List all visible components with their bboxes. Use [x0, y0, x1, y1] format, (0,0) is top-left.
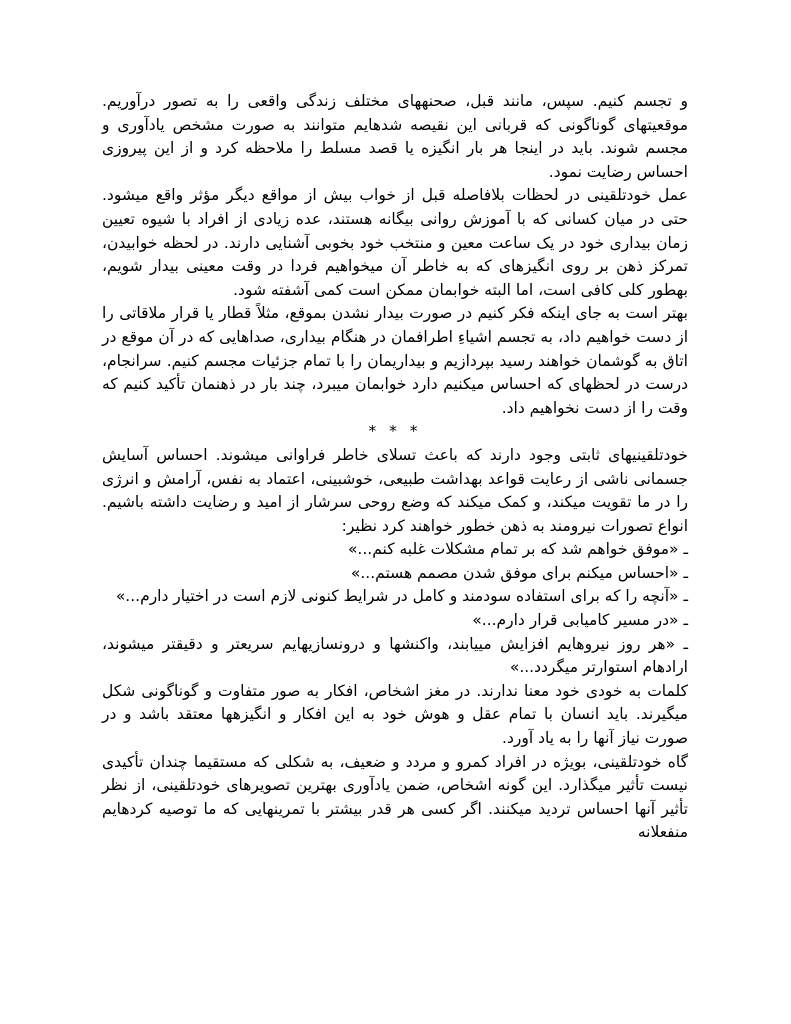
document-page: [102, 90, 688, 845]
paragraph-1: و تجسم کنیم. سپس، مانند قبل، صحنههای مختلف زندگی واقعی را به تصور درآوریم. موقعیتهای گوناگونی که قربانی این نقیصه شدهایم متوانند به صورت مشخص یادآوری و مجسم شوند. باید در اینجا هر بار انگیزه یا قصد مسلط را ملاحظه کرد و از این پیروزی احساس رضایت نمود.: [102, 92, 688, 181]
paragraph-5: کلمات به خودی خود معنا ندارند. در مغز اشخاص، افکار به صور متفاوت و گوناگونی شکل میگیرند. باید انسان با تمام عقل و هوش خود به این افکار و انگیزهها معتقد باشد و در صورت نیاز آنها را به یاد آورد.: [102, 681, 688, 748]
section-separator: * * *: [368, 422, 422, 441]
list-item: ـ «آنچه را که برای استفاده سودمند و کامل در شرایط کنونی لازم است در اختیار دارم...»: [115, 587, 688, 606]
list-item: ـ «موفق خواهم شد که بر تمام مشکلات غلبه کنم...»: [347, 540, 688, 559]
list-item: ـ «احساس میکنم برای موفق شدن مصمم هستم...»: [350, 563, 688, 582]
list-item: ـ «هر روز نیروهایم افزایش مییابند، واکنشها و درونسازیهایم سریعتر و دقیقتر میشوند، ارادهام استوارتر میگردد...»: [102, 634, 688, 677]
paragraph-2: عمل خودتلقینی در لحظات بلافاصله قبل از خواب بیش از مواقع دیگر مؤثر واقع میشود. حتی در میان کسانی که با آموزش روانی بیگانه هستند، عده زیادی از افراد با شیوه تعیین زمان بیداری خود در یک ساعت معین و منتخب خود بخوبی آشنایی دارند. در لحظه خوابیدن، تمرکز ذهن بر روی انگیزهای که به خاطر آن میخواهیم فردا در وقت معینی بیدار شویم، بهطور کلی کافی است، اما البته خوابمان ممکن است کمی آشفته شود.: [102, 186, 688, 299]
list-item: ـ «در مسیر کامیابی قرار دارم...»: [472, 611, 688, 630]
paragraph-3: بهتر است به جای اینکه فکر کنیم در صورت بیدار نشدن بموقع، مثلاً قطار یا قرار ملاقاتی را از دست خواهیم داد، به تجسم اشیاءِ اطرافمان در هنگام بیداری، صداهایی که در آن موقع در اتاق به گوشمان خواهند رسید بپردازیم و بیداریمان را با تمام جزئیات مجسم کنیم. سرانجام، درست در لحظهای که احساس میکنیم دارد خوابمان میبرد، چند بار در ذهنمان تأکید کنیم که وقت را از دست نخواهیم داد.: [102, 304, 688, 417]
paragraph-4: خودتلقینیهای ثابتی وجود دارند که باعث تسلای خاطر فراوانی میشوند. احساس آسایش جسمانی ناشی از رعایت قواعد بهداشت طبیعی، خوشبینی، اعتماد به نفس، آرامش و انرژی را در ما تقویت میکند، و کمک میکند که وضع روحی سرشار از امید و رضایت داشته باشیم. انواع تصورات نیرومند به ذهن خطور خواهند کرد نظیر:: [102, 445, 688, 535]
paragraph-6: گاه خودتلقینی، بویژه در افراد کمرو و مردد و ضعیف، به شکلی که مستقیما چندان تأکیدی نیست تأثیر میگذارد. این گونه اشخاص، ضمن یادآوری بهترین تصویرهای خودتلقینی، از نظر تأثیر آنها احساس تردید میکنند. اگر کسی هر قدر بیشتر با تمرینهایی که ما توصیه کردهایم منفعلانه: [102, 752, 688, 842]
